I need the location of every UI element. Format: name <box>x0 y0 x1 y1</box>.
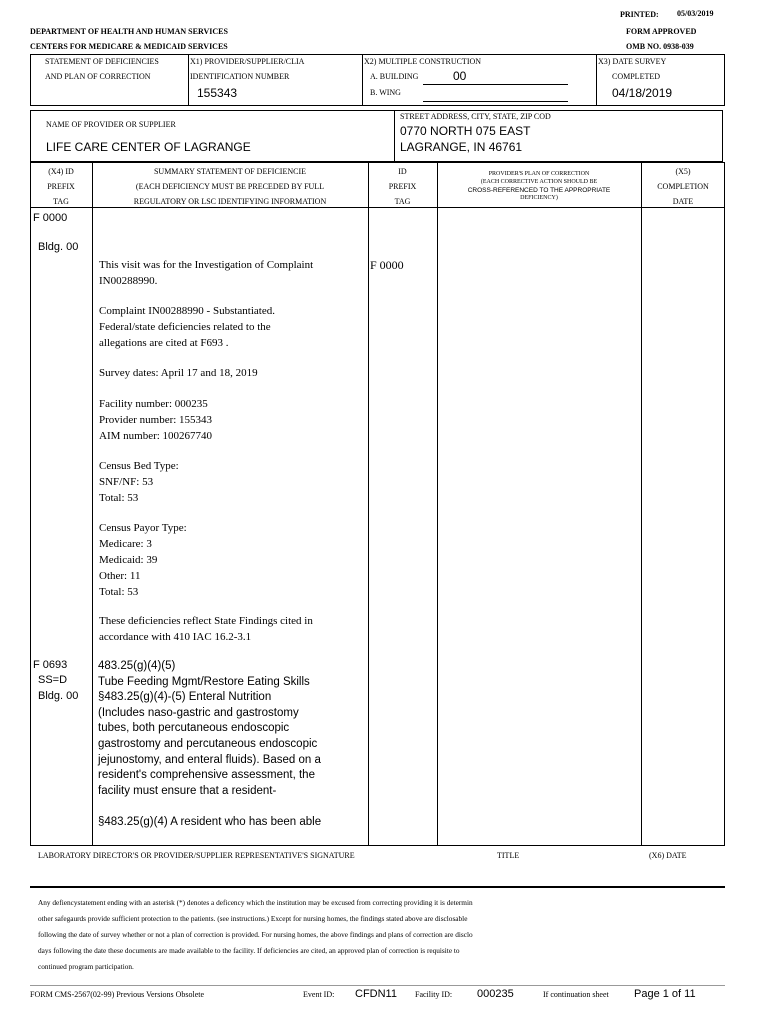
x4-prefix-label: PREFIX <box>47 182 75 191</box>
summary-instruction-1: (EACH DEFICIENCY MUST BE PRECEDED BY FULL <box>135 182 325 191</box>
omb-number: OMB NO. 0938-039 <box>626 42 694 51</box>
summary-statement-label: SUMMARY STATEMENT OF DEFICIENCIE <box>153 167 307 176</box>
page-number: Page 1 of 11 <box>634 988 696 1000</box>
event-id-label: Event ID: <box>303 990 335 999</box>
id-label: ID <box>398 167 407 176</box>
facility-id-value: 000235 <box>477 988 514 1000</box>
scope-severity: SS=D <box>38 674 68 686</box>
signature-label: LABORATORY DIRECTOR'S OR PROVIDER/SUPPLIER REPRESENTATIVE'S SIGNATURE <box>38 851 355 860</box>
paragraph-resident-able: §483.25(g)(4) A resident who has been able <box>98 816 322 828</box>
paragraph-complaint: Complaint IN00288990 - Substantiated. Federal/state deficiencies related to the allegations are cited at F693 . <box>99 305 275 349</box>
address-line-2: LAGRANGE, IN 46761 <box>400 140 523 154</box>
address-line-1: 0770 NORTH 075 EAST <box>400 124 531 138</box>
tag-f0000: F 0000 <box>33 212 68 224</box>
statement-label: STATEMENT OF DEFICIENCIES <box>45 57 159 66</box>
event-id-value: CFDN11 <box>355 988 397 1000</box>
paragraph-survey-dates: Survey dates: April 17 and 18, 2019 <box>99 367 258 379</box>
continuation-label: If continuation sheet <box>543 990 609 999</box>
form-number: FORM CMS-2567(02-99) Previous Versions Obsolete <box>30 990 205 999</box>
identification-number-value: 155343 <box>197 86 238 100</box>
paragraph-census-payor-type: Census Payor Type: Medicare: 3 Medicaid: 39 Other: 11 Total: 53 <box>99 522 187 598</box>
paragraph-facility-numbers: Facility number: 000235 Provider number: 155343 AIM number: 100267740 <box>99 398 213 442</box>
signature-date-label: (X6) DATE <box>649 851 687 860</box>
building-tag-2: Bldg. 00 <box>38 690 79 702</box>
x4-tag-label: TAG <box>53 197 69 206</box>
facility-id-label: Facility ID: <box>415 990 453 999</box>
signature-title-label: TITLE <box>497 851 520 860</box>
paragraph-census-bed-type: Census Bed Type: SNF/NF: 53 Total: 53 <box>99 460 179 504</box>
plan-instruction-1: (EACH CORRECTIVE ACTION SHOULD BE <box>480 179 598 185</box>
form-approved: FORM APPROVED <box>626 27 697 36</box>
tag-f0693: F 0693 <box>33 659 68 671</box>
provider-name-value: LIFE CARE CENTER OF LAGRANGE <box>46 140 251 154</box>
plan-instruction-2: CROSS-REFERENCED TO THE APPROPRIATE <box>467 187 611 194</box>
printed-date: 05/03/2019 <box>677 9 714 18</box>
building-value: 00 <box>453 69 467 83</box>
identification-number-label: IDENTIFICATION NUMBER <box>190 72 290 81</box>
tag-label: TAG <box>394 197 411 206</box>
x4-id-label: (X4) ID <box>48 167 74 176</box>
x5-label: (X5) <box>675 167 691 176</box>
provider-clia-label: X1) PROVIDER/SUPPLIER/CLIA <box>190 57 305 66</box>
completed-label: COMPLETED <box>612 72 660 81</box>
disclaimer: Any defiencystatement ending with an asterisk (*) denotes a deficency which the institution may be excused from correcting providing it is determin other safegaurds provide sufficient protection to the patients. (see instructions.) Except for nursing homes, the findings stated above are disclosable following the date of survey whether or not a plan of correction is provided. For nursing homes, the above findings and plans of correction are disclo days following the date these documents are made available to the facility. If deficiencies are cited, an approved plan of correction is requisite to continued program participation. <box>38 898 473 971</box>
building-label: A. BUILDING <box>370 72 419 81</box>
paragraph-state-findings: These deficiencies reflect State Findings cited in accordance with 410 IAC 16.2-3.1 <box>99 615 313 643</box>
plan-of-correction-label: PROVIDER'S PLAN OF CORRECTION <box>488 171 590 177</box>
provider-row <box>30 110 723 162</box>
plan-label: AND PLAN OF CORRECTION <box>45 72 151 81</box>
date-survey-label: X3) DATE SURVEY <box>598 57 667 66</box>
date-survey-value: 04/18/2019 <box>612 86 673 100</box>
paragraph-investigation: This visit was for the Investigation of Complaint IN00288990. <box>99 259 314 287</box>
prefix-label: PREFIX <box>388 182 417 191</box>
multiple-construction-label: X2) MULTIPLE CONSTRUCTION <box>364 57 482 66</box>
cms-title: CENTERS FOR MEDICARE & MEDICAID SERVICES <box>30 42 228 51</box>
printed-label: PRINTED: <box>620 10 659 19</box>
plan-instruction-3: DEFICIENCY) <box>520 195 558 201</box>
wing-label: B. WING <box>370 88 401 97</box>
summary-instruction-2: REGULATORY OR LSC IDENTIFYING INFORMATION <box>133 197 327 206</box>
building-tag-1: Bldg. 00 <box>38 241 79 253</box>
right-tag-f0000: F 0000 <box>370 258 404 272</box>
provider-name-label: NAME OF PROVIDER OR SUPPLIER <box>46 120 176 129</box>
date-label: DATE <box>672 197 694 206</box>
completion-label: COMPLETION <box>657 182 709 191</box>
address-label: STREET ADDRESS, CITY, STATE, ZIP COD <box>400 112 551 121</box>
department-title: DEPARTMENT OF HEALTH AND HUMAN SERVICES <box>30 27 228 36</box>
paragraph-tube-feeding: 483.25(g)(4)(5) Tube Feeding Mgmt/Restore Eating Skills §483.25(g)(4)-(5) Enteral Nutrition (Includes naso-gastric and gastrostomy tubes, both percutaneous endoscopic gastrostomy and percutaneous endoscopic jejunostomy, and enteral fluids). Based on a resident's comprehensive assessment, the facility must ensure that a resident- <box>98 660 321 797</box>
